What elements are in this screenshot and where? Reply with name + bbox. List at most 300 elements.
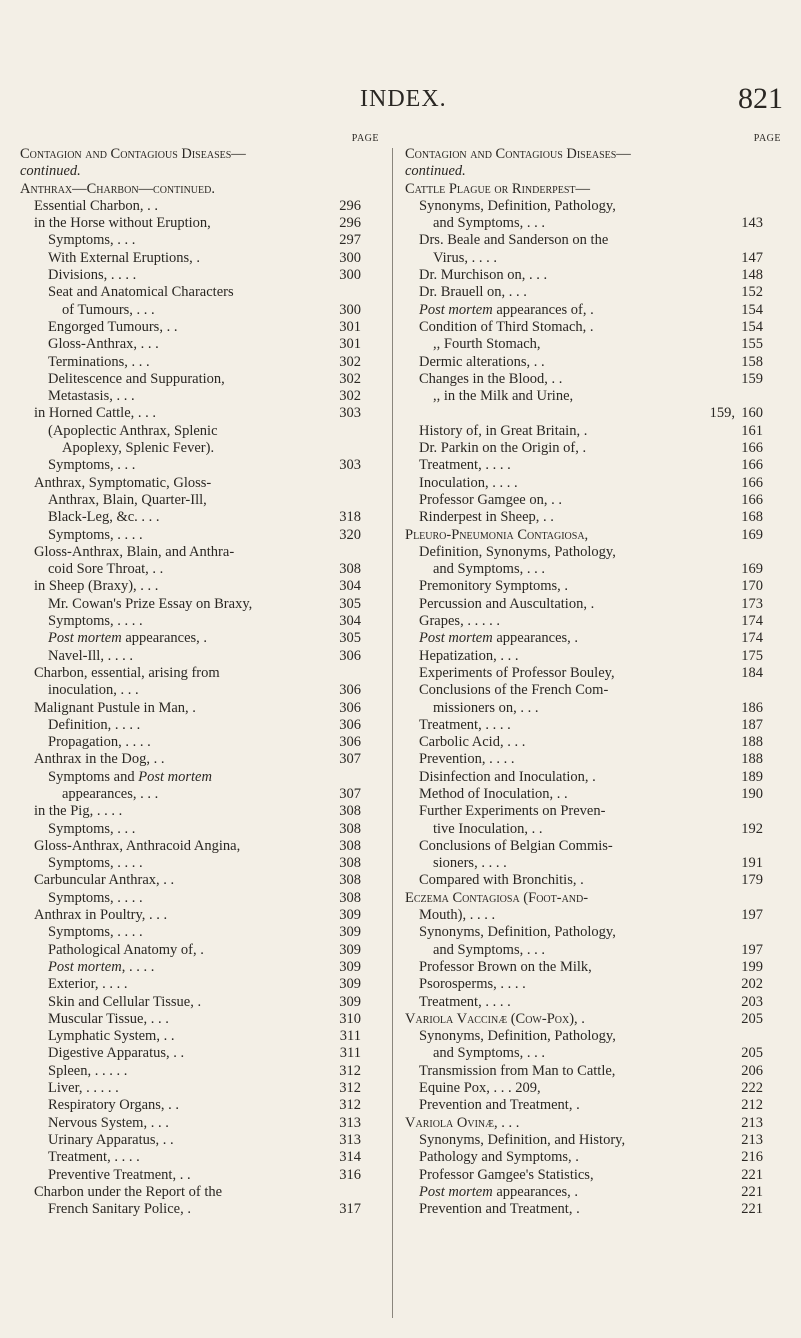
index-entry: [20, 578, 381, 595]
entry-page: 169: [741, 561, 763, 578]
index-entry: [20, 596, 381, 613]
entry-text: Pleuro-Pneumonia Contagiosa,: [405, 526, 589, 543]
index-entry: [405, 215, 783, 232]
index-entry: [20, 630, 381, 647]
index-entry: [20, 890, 381, 907]
entry-page: 205: [741, 1010, 763, 1027]
entry-text: Inoculation, . . . .: [419, 474, 518, 491]
index-entry: [20, 976, 381, 993]
entry-text: and Symptoms, . . .: [433, 215, 545, 232]
entry-page: 188: [741, 734, 763, 751]
entry-page: 313: [339, 1131, 361, 1148]
index-entry: [20, 1011, 381, 1028]
entry-text: Synonyms, Definition, Pathology,: [419, 924, 616, 941]
entry-page: 174: [741, 630, 763, 647]
index-entry: [405, 1028, 783, 1045]
entry-text: Further Experiments on Preven-: [419, 803, 606, 820]
entry-text: Symptoms, . . . .: [48, 889, 143, 906]
index-entry: [405, 354, 783, 371]
entry-text: 159,: [709, 405, 735, 422]
entry-text: Anthrax, Blain, Quarter-Ill,: [48, 491, 207, 508]
entry-text: Disinfection and Inoculation, .: [419, 768, 596, 785]
entry-page: 309: [339, 958, 361, 975]
entry-text: Muscular Tissue, . . .: [48, 1010, 169, 1027]
entry-page: 318: [339, 509, 361, 526]
entry-page: 300: [339, 267, 361, 284]
entry-text: Variola Ovinæ, . . .: [405, 1114, 520, 1131]
index-entry: [20, 457, 381, 474]
entry-text: Gloss-Anthrax, . . .: [48, 336, 159, 353]
index-entry: [20, 527, 381, 544]
index-entry: [405, 284, 783, 301]
entry-page: 309: [339, 907, 361, 924]
index-entry: [405, 665, 783, 682]
index-entry: [405, 855, 783, 872]
entry-text: Treatment, . . . .: [419, 716, 511, 733]
entry-text: Symptoms, . . .: [48, 820, 136, 837]
entry-page: 173: [741, 595, 763, 612]
entry-text: Definition, . . . .: [48, 716, 141, 733]
index-entry: [20, 354, 381, 371]
page-title: INDEX.: [360, 86, 447, 112]
entry-page: 175: [741, 647, 763, 664]
entry-page: 166: [741, 491, 763, 508]
index-entry: [20, 232, 381, 249]
index-entry: [405, 1063, 783, 1080]
entry-page: 301: [339, 336, 361, 353]
entry-page: 192: [741, 820, 763, 837]
index-entry: [20, 284, 381, 301]
index-entry: [405, 734, 783, 751]
index-entry: [20, 544, 381, 561]
entry-page: 188: [741, 751, 763, 768]
entry-text: and Symptoms, . . .: [433, 561, 545, 578]
index-entry: [20, 198, 381, 215]
index-entry: [405, 1011, 783, 1028]
entry-page: 166: [741, 474, 763, 491]
entry-page: 308: [339, 820, 361, 837]
entry-text: Lymphatic System, . .: [48, 1028, 175, 1045]
entry-text: appearances, . . .: [62, 785, 159, 802]
entry-text: Grapes, . . . . .: [419, 613, 500, 630]
index-entry: [20, 803, 381, 820]
entry-text: Symptoms, . . .: [48, 232, 136, 249]
entry-text: Professor Gamgee's Statistics,: [419, 1166, 594, 1183]
entry-page: 314: [339, 1149, 361, 1166]
index-entry: [405, 440, 783, 457]
entry-page: 154: [741, 301, 763, 318]
index-entry: [405, 578, 783, 595]
entry-text: Dr. Parkin on the Origin of, .: [419, 440, 587, 457]
entry-page: 213: [741, 1114, 763, 1131]
entry-text: Transmission from Man to Cattle,: [419, 1062, 616, 1079]
index-entry: [20, 700, 381, 717]
index-entry: [20, 613, 381, 630]
index-entry: [20, 1028, 381, 1045]
entry-text: Changes in the Blood, . .: [419, 370, 563, 387]
index-entry: [20, 994, 381, 1011]
entry-text: Treatment, . . . .: [419, 993, 511, 1010]
entry-page: 148: [741, 267, 763, 284]
entry-text: Divisions, . . . .: [48, 267, 137, 284]
index-entry: [405, 596, 783, 613]
entry-text: Pathological Anatomy of, .: [48, 941, 204, 958]
entry-page: 308: [339, 837, 361, 854]
entry-page: 304: [339, 613, 361, 630]
entry-page: 155: [741, 336, 763, 353]
index-entry: [405, 751, 783, 768]
index-entry: [405, 198, 783, 215]
entry-text: Exterior, . . . .: [48, 976, 128, 993]
index-entries: [20, 146, 381, 1218]
index-entry: [405, 1201, 783, 1218]
index-entry: [405, 682, 783, 699]
entry-text: Synonyms, Definition, Pathology,: [419, 197, 616, 214]
entry-text: in the Horse without Eruption,: [34, 215, 211, 232]
entry-text: Psorosperms, . . . .: [419, 976, 526, 993]
entry-page: 311: [339, 1028, 361, 1045]
entry-text: Symptoms, . . . .: [48, 924, 143, 941]
entry-page: 316: [339, 1166, 361, 1183]
entry-text: Rinderpest in Sheep, . .: [419, 509, 554, 526]
entry-page: 308: [339, 855, 361, 872]
entry-page: 170: [741, 578, 763, 595]
entry-page: 310: [339, 1010, 361, 1027]
index-entry: [20, 371, 381, 388]
entry-text: Anthrax—Charbon—continued.: [20, 180, 215, 197]
entry-text: Dermic alterations, . .: [419, 353, 545, 370]
entry-text: Malignant Pustule in Man, .: [34, 699, 196, 716]
entry-page: 301: [339, 318, 361, 335]
index-entries: [405, 146, 783, 1218]
entry-text: Mouth), . . . .: [419, 907, 496, 924]
index-entry: [405, 371, 783, 388]
entry-text: Anthrax in Poultry, . . .: [34, 907, 168, 924]
entry-text: Post mortem appearances, .: [48, 630, 208, 647]
entry-page: 302: [339, 353, 361, 370]
entry-text: Prevention and Treatment, .: [419, 1097, 580, 1114]
entry-text: Liver, . . . . .: [48, 1080, 119, 1097]
index-entry: [405, 1184, 783, 1201]
entry-text: and Symptoms, . . .: [433, 1045, 545, 1062]
entry-page: 312: [339, 1062, 361, 1079]
index-entry: [20, 302, 381, 319]
index-entry: [20, 872, 381, 889]
entry-page: 313: [339, 1114, 361, 1131]
entry-text: Premonitory Symptoms, .: [419, 578, 569, 595]
entry-text: continued.: [405, 163, 466, 180]
entry-text: Synonyms, Definition, and History,: [419, 1131, 626, 1148]
entry-text: Pathology and Symptoms, .: [419, 1149, 579, 1166]
index-entry: [20, 561, 381, 578]
index-entry: [20, 492, 381, 509]
index-entry: [405, 527, 783, 544]
index-entry: [20, 1132, 381, 1149]
entry-page: 202: [741, 976, 763, 993]
index-entry: [20, 821, 381, 838]
entry-page: 302: [339, 388, 361, 405]
index-entry: [20, 1080, 381, 1097]
entry-page: 307: [339, 785, 361, 802]
entry-text: Post mortem appearances, .: [419, 1183, 579, 1200]
entry-text: Delitescence and Suppuration,: [48, 370, 225, 387]
index-entry: [405, 717, 783, 734]
index-entry: [20, 250, 381, 267]
index-entry: [405, 959, 783, 976]
entry-text: (Apoplectic Anthrax, Splenic: [48, 422, 218, 439]
index-entry: [20, 509, 381, 526]
index-entry: [405, 232, 783, 249]
entry-text: Symptoms, . . . .: [48, 613, 143, 630]
entry-text: tive Inoculation, . .: [433, 820, 543, 837]
entry-text: Cattle Plague or Rinderpest—: [405, 180, 590, 197]
index-entry: [20, 1149, 381, 1166]
index-entry: [405, 942, 783, 959]
index-entry: [20, 648, 381, 665]
entry-text: Dr. Brauell on, . . .: [419, 284, 527, 301]
entry-page: 221: [741, 1166, 763, 1183]
entry-text: Post mortem appearances of, .: [419, 301, 594, 318]
entry-text: Urinary Apparatus, . .: [48, 1131, 174, 1148]
entry-page: 189: [741, 768, 763, 785]
index-entry: [20, 786, 381, 803]
index-entry: [405, 250, 783, 267]
entry-text: Contagion and Contagious Diseases—: [20, 146, 246, 162]
index-entry: [405, 907, 783, 924]
entry-text: Compared with Bronchitis, .: [419, 872, 584, 889]
entry-page: 308: [339, 803, 361, 820]
entry-text: in the Pig, . . . .: [34, 803, 123, 820]
index-entry: [20, 665, 381, 682]
entry-text: ,, in the Milk and Urine,: [433, 388, 574, 405]
index-entry: [405, 994, 783, 1011]
entry-text: Engorged Tumours, . .: [48, 318, 178, 335]
index-entry: [20, 1045, 381, 1062]
index-entry: [405, 1167, 783, 1184]
index-entry: [405, 630, 783, 647]
entry-text: Professor Gamgee on, . .: [419, 491, 562, 508]
entry-page: 160: [741, 405, 763, 422]
entry-text: Preventive Treatment, . .: [48, 1166, 191, 1183]
entry-page: 197: [741, 941, 763, 958]
entry-page: 306: [339, 647, 361, 664]
index-entry: [20, 838, 381, 855]
entry-text: Metastasis, . . .: [48, 388, 135, 405]
entry-page: 154: [741, 318, 763, 335]
entry-text: Conclusions of Belgian Commis-: [419, 837, 613, 854]
entry-page: 309: [339, 924, 361, 941]
entry-page: 317: [339, 1201, 361, 1218]
index-entry: [405, 786, 783, 803]
entry-text: Symptoms, . . . .: [48, 526, 143, 543]
entry-text: Post mortem appearances, .: [419, 630, 579, 647]
index-entry: [405, 509, 783, 526]
entry-text: Seat and Anatomical Characters: [48, 284, 234, 301]
entry-page: 179: [741, 872, 763, 889]
entry-page: 296: [339, 197, 361, 214]
entry-page: 307: [339, 751, 361, 768]
index-entry: [20, 475, 381, 492]
entry-page: 306: [339, 682, 361, 699]
entry-text: of Tumours, . . .: [62, 301, 155, 318]
entry-page: 166: [741, 440, 763, 457]
index-entry: [20, 163, 381, 180]
entry-text: Apoplexy, Splenic Fever).: [62, 440, 215, 457]
index-entry: [20, 181, 381, 198]
entry-text: continued.: [20, 163, 81, 180]
index-entry: [405, 544, 783, 561]
entry-text: Contagion and Contagious Diseases—: [405, 146, 631, 162]
index-entry: [20, 1184, 381, 1201]
index-entry: [20, 388, 381, 405]
entry-text: Gloss-Anthrax, Blain, and Anthra-: [34, 543, 235, 560]
index-entry: [405, 457, 783, 474]
entry-text: Anthrax, Symptomatic, Gloss-: [34, 474, 212, 491]
index-entry: [20, 1167, 381, 1184]
index-entry: [405, 388, 783, 405]
entry-page: 306: [339, 734, 361, 751]
entry-page: 296: [339, 215, 361, 232]
index-entry: [405, 648, 783, 665]
index-entry: [20, 440, 381, 457]
index-entry: [20, 769, 381, 786]
index-entry: [20, 319, 381, 336]
index-entry: [20, 942, 381, 959]
entry-text: With External Eruptions, .: [48, 249, 201, 266]
index-entry: [405, 1080, 783, 1097]
entry-page: 161: [741, 422, 763, 439]
entry-page: 300: [339, 301, 361, 318]
entry-page: 158: [741, 353, 763, 370]
entry-text: Anthrax in the Dog, . .: [34, 751, 165, 768]
entry-text: ,, Fourth Stomach,: [433, 336, 541, 353]
index-entry: [405, 1149, 783, 1166]
entry-page: 166: [741, 457, 763, 474]
entry-page: 320: [339, 526, 361, 543]
entry-text: sioners, . . . .: [433, 855, 507, 872]
entry-text: Eczema Contagiosa (Foot-and-: [405, 889, 589, 906]
entry-text: Symptoms and Post mortem: [48, 768, 212, 785]
entry-page: 190: [741, 785, 763, 802]
entry-text: Method of Inoculation, . .: [419, 785, 568, 802]
index-entry: [20, 1097, 381, 1114]
entry-page: 308: [339, 889, 361, 906]
entry-text: Percussion and Auscultation, .: [419, 595, 595, 612]
page-header: [0, 82, 801, 122]
entry-text: Symptoms, . . . .: [48, 855, 143, 872]
index-entry: [405, 336, 783, 353]
entry-text: missioners on, . . .: [433, 699, 539, 716]
entry-text: Treatment, . . . .: [48, 1149, 140, 1166]
entry-page: 187: [741, 716, 763, 733]
entry-text: Symptoms, . . .: [48, 457, 136, 474]
index-entry: [20, 215, 381, 232]
entry-page: 312: [339, 1080, 361, 1097]
index-entry: [405, 1045, 783, 1062]
entry-page: 309: [339, 993, 361, 1010]
entry-text: in Sheep (Braxy), . . .: [34, 578, 159, 595]
entry-page: 297: [339, 232, 361, 249]
entry-page: 303: [339, 457, 361, 474]
entry-page: 159: [741, 370, 763, 387]
entry-text: Navel-Ill, . . . .: [48, 647, 133, 664]
entry-text: Carbuncular Anthrax, . .: [34, 872, 175, 889]
entry-text: and Symptoms, . . .: [433, 941, 545, 958]
entry-text: Dr. Murchison on, . . .: [419, 267, 548, 284]
page-column-label: PAGE: [753, 133, 781, 144]
index-entry: [405, 838, 783, 855]
entry-page: 213: [741, 1131, 763, 1148]
index-entry: [405, 924, 783, 941]
entry-text: Post mortem, . . . .: [48, 958, 155, 975]
index-entry: [405, 492, 783, 509]
entry-page: 168: [741, 509, 763, 526]
index-entry: [20, 717, 381, 734]
entry-text: Spleen, . . . . .: [48, 1062, 128, 1079]
entry-page: 143: [741, 215, 763, 232]
entry-text: Professor Brown on the Milk,: [419, 958, 592, 975]
page-number: 821: [738, 82, 783, 115]
entry-page: 308: [339, 872, 361, 889]
index-entry: [20, 907, 381, 924]
entry-text: Prevention, . . . .: [419, 751, 515, 768]
index-entry: [405, 700, 783, 717]
index-entry: [20, 423, 381, 440]
entry-text: Definition, Synonyms, Pathology,: [419, 543, 616, 560]
entry-text: Digestive Apparatus, . .: [48, 1045, 185, 1062]
entry-text: Prevention and Treatment, .: [419, 1201, 580, 1218]
entry-text: Propagation, . . . .: [48, 734, 151, 751]
entry-page: 312: [339, 1097, 361, 1114]
entry-text: coid Sore Throat, . .: [48, 561, 164, 578]
entry-page: 221: [741, 1201, 763, 1218]
index-entry: [20, 267, 381, 284]
entry-page: 306: [339, 716, 361, 733]
index-entry: [405, 872, 783, 889]
index-entry: [20, 734, 381, 751]
index-entry: [405, 769, 783, 786]
index-entry: [20, 1063, 381, 1080]
entry-page: 221: [741, 1183, 763, 1200]
entry-text: in Horned Cattle, . . .: [34, 405, 157, 422]
entry-page: 305: [339, 595, 361, 612]
entry-page: 147: [741, 249, 763, 266]
entry-text: History of, in Great Britain, .: [419, 422, 588, 439]
entry-page: 203: [741, 993, 763, 1010]
index-entry: [20, 924, 381, 941]
index-entry: [405, 267, 783, 284]
entry-text: Hepatization, . . .: [419, 647, 519, 664]
entry-page: 205: [741, 1045, 763, 1062]
entry-text: Charbon, essential, arising from: [34, 664, 220, 681]
entry-page: 303: [339, 405, 361, 422]
index-entry: [405, 1097, 783, 1114]
index-entry: [405, 1132, 783, 1149]
entry-text: Treatment, . . . .: [419, 457, 511, 474]
entry-page: 152: [741, 284, 763, 301]
entry-page: 216: [741, 1149, 763, 1166]
index-entry: [405, 181, 783, 198]
index-entry: [20, 751, 381, 768]
entry-page: 311: [339, 1045, 361, 1062]
index-entry: [20, 855, 381, 872]
page-column-label: PAGE: [351, 133, 379, 144]
index-entry: [405, 821, 783, 838]
entry-page: 305: [339, 630, 361, 647]
index-entry: [405, 163, 783, 180]
entry-page: 308: [339, 561, 361, 578]
entry-text: Respiratory Organs, . .: [48, 1097, 180, 1114]
